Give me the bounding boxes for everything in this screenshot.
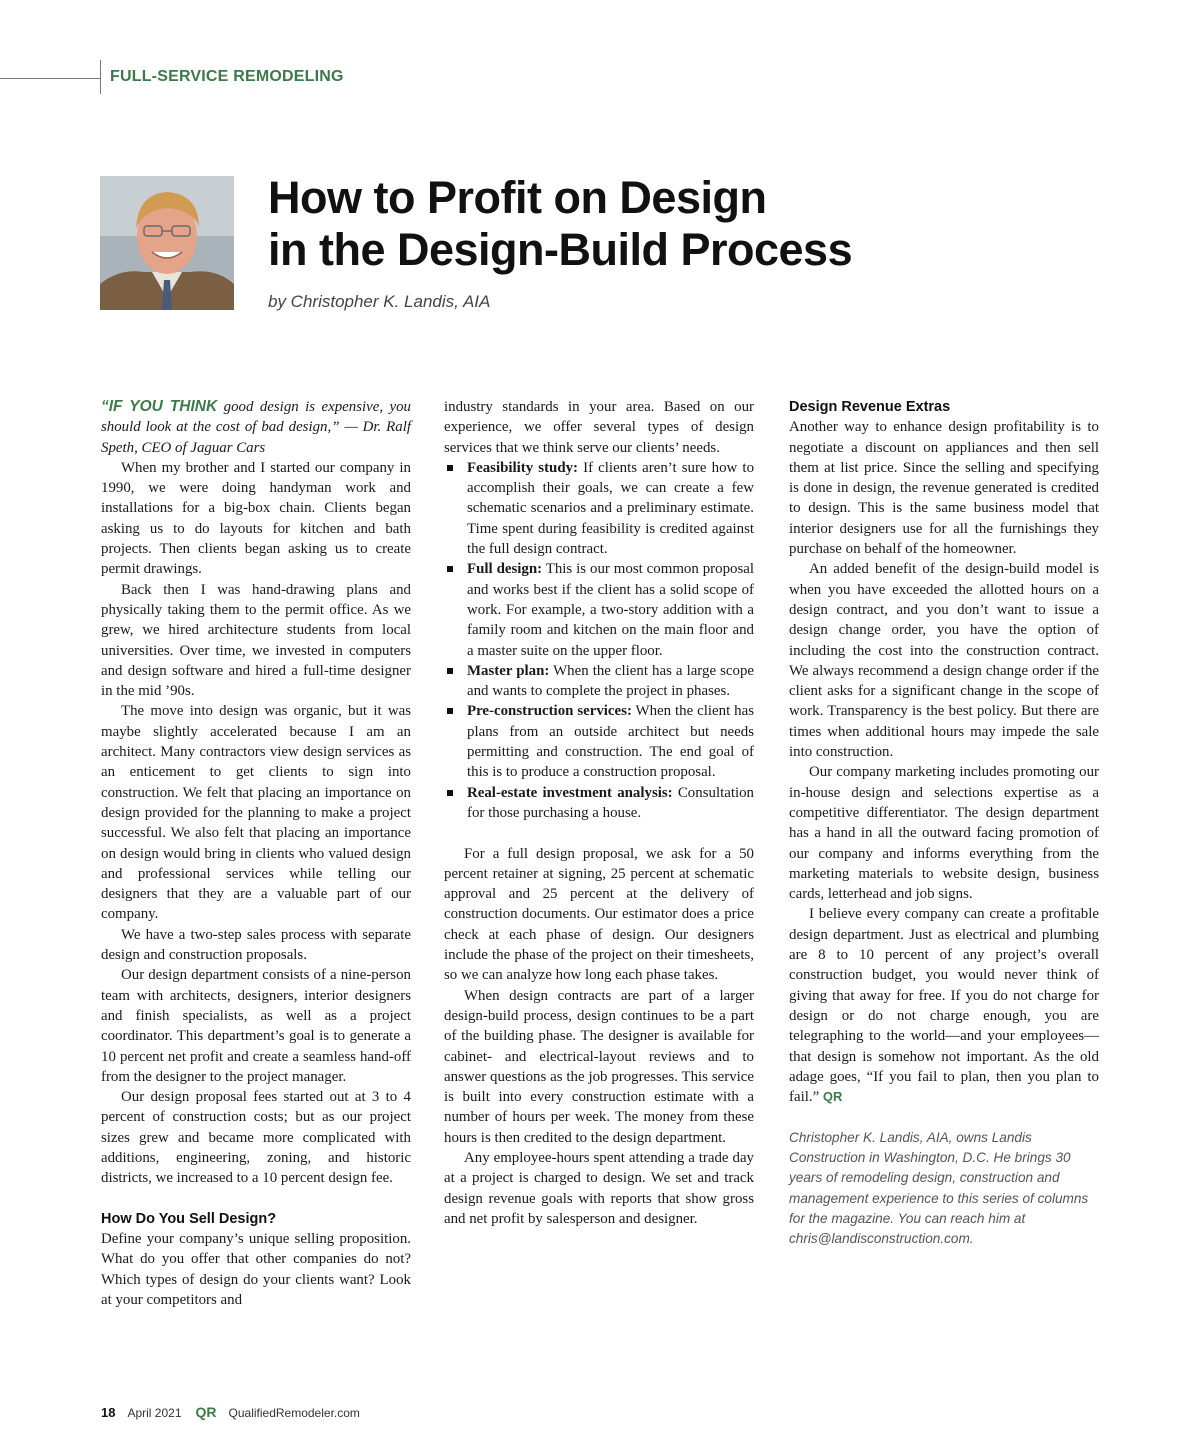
list-item-text: If clients aren’t sure how to accomplish their goals, we can create a few schematic scenarios and a preliminary estimate. Time spent during feasibility is credited against the full design contract. <box>467 459 755 558</box>
magazine-logo: QR <box>195 1404 217 1420</box>
author-photo <box>100 176 234 310</box>
paragraph: We have a two-step sales process with separate design and construction proposals. <box>101 926 411 964</box>
paragraph: When design contracts are part of a larger design-build process, design continues to be a part of the building phase. The designer is available for cabinet- and electrical-layout reviews and to answer questions as the job progresses. This service is built into every construction estimate with a number of hours per week. The money from these hours is then credited to the design department. <box>444 987 754 1146</box>
paragraph: Back then I was hand-drawing plans and physically taking them to the permit office. As we grew, we hired architecture students from local universities. Over time, we invested in computers and design software and hired a full-time designer in the mid ’90s. <box>101 581 411 700</box>
byline: by Christopher K. Landis, AIA <box>268 292 491 311</box>
square-bullet-icon <box>447 668 453 674</box>
list-item-text: This is our most common proposal and works best if the client has a solid scope of work. For example, a two-story addition with a family room and kitchen on the main floor and a master suite on the upper floor. <box>467 561 754 659</box>
page-number: 18 <box>101 1405 116 1420</box>
paragraph: Any employee-hours spent attending a trade day at a project is charged to design. We set and track design revenue goals with reports that show gross and net profit by salesperson and designer. <box>444 1149 754 1227</box>
list-item-text: Consultation for those purchasing a house. <box>467 784 754 821</box>
spacer <box>444 823 754 843</box>
section-label: FULL-SERVICE REMODELING <box>110 68 344 85</box>
paragraph: industry standards in your area. Based on our experience, we offer several types of design services that we think serve our clients’ needs. <box>444 399 754 456</box>
design-services-list <box>444 458 754 823</box>
list-item <box>444 701 754 782</box>
spacer <box>101 1189 411 1209</box>
paragraph: Define your company’s unique selling proposition. What do you offer that other companies do not? Which types of design do your clients want? Look at your competitors and <box>101 1231 411 1309</box>
header-rule-vertical <box>100 60 101 94</box>
square-bullet-icon <box>447 465 453 471</box>
website: QualifiedRemodeler.com <box>228 1406 360 1420</box>
issue-date: April 2021 <box>127 1406 182 1420</box>
article-title-line-2: in the Design-Build Process <box>268 224 853 275</box>
paragraph-text: I believe every company can create a profitable design department. Just as electrical and plumbing are 8 to 10 percent of any project’s overall construction budget, you would never think of giving that away for free. If you do not charge for design or do not charge enough, you are telegraphing to the world—and your employees—that design is somehow not important. As the old adage goes, “If you fail to plan, then you plan to fail.” <box>789 906 1099 1106</box>
paragraph: Our design proposal fees started out at 3 to 4 percent of construction costs; but as our project sizes grew and became more complicated with additions, engineering, zoning, and historic districts, we increased to a 10 percent design fee. <box>101 1089 411 1187</box>
paragraph: Our company marketing includes promoting our in-house design and selections expertise as a competitive differentiator. The design department has a hand in all the outward facing promotion of our company and informs everything from the marketing materials to website design, business cards, letterhead and job signs. <box>789 764 1099 903</box>
epigraph <box>101 397 411 458</box>
list-item <box>444 661 754 702</box>
list-item-term: Feasibility study: <box>467 459 579 476</box>
paragraph: Another way to enhance design profitability is to negotiate a discount on appliances and then sell them at list price. Since the selling and specifying is done in design, the revenue generated is credited to design. This is the same business model that interior designers use for all the furnishings they purchase on behalf of the homeowner. <box>789 419 1099 558</box>
article-column-3 <box>789 397 1099 1249</box>
list-item-term: Full design: <box>467 561 543 578</box>
paragraph: Our design department consists of a nine-person team with architects, designers, interior designers and finish specialists, as well as a project coordinator. This department’s goal is to generate a 10 percent net profit and create a seamless hand-off from the designer to the project manager. <box>101 967 411 1085</box>
author-bio: Christopher K. Landis, AIA, owns Landis Construction in Washington, D.C. He brings 30 years of remodeling design, construction and management experience to this series of columns for the magazine. You can reach him at chris@landisconstruction.com. <box>789 1129 1089 1247</box>
header-rule-horizontal <box>0 78 100 79</box>
subheading: Design Revenue Extras <box>789 399 951 415</box>
article-column-1 <box>101 397 411 1310</box>
article-title <box>268 172 968 276</box>
end-mark: QR <box>822 1089 843 1105</box>
page-footer <box>101 1404 360 1420</box>
list-item <box>444 559 754 660</box>
list-item-term: Pre-construction services: <box>467 703 632 720</box>
list-item <box>444 458 754 559</box>
list-item-text: When the client has plans from an outside architect but needs permitting and construction. The end goal of this is to produce a construction proposal. <box>467 703 754 781</box>
paragraph: For a full design proposal, we ask for a 50 percent retainer at signing, 25 percent at schematic approval and 25 percent at the delivery of construction documents. Our estimator does a price check at each phase of design. Our designers include the phase of the project on their timesheets, so we can analyze how long each phase takes. <box>444 845 754 984</box>
list-item-term: Real-estate investment analysis: <box>467 784 673 801</box>
epigraph-quote: good design is expensive, you should look at the cost of bad design,” — Dr. Ralf Speth, CEO of Jaguar Cars <box>101 399 411 456</box>
square-bullet-icon <box>447 708 453 714</box>
subheading: How Do You Sell Design? <box>101 1210 277 1227</box>
article-title-line-1: How to Profit on Design <box>268 172 767 223</box>
square-bullet-icon <box>447 790 453 796</box>
lead-in: “IF YOU THINK <box>101 398 218 415</box>
list-item <box>444 783 754 824</box>
article-column-2 <box>444 397 754 1229</box>
square-bullet-icon <box>447 566 453 572</box>
author-headshot-icon <box>100 176 234 310</box>
spacer <box>789 1107 1099 1127</box>
paragraph <box>789 904 1099 1107</box>
list-item-term: Master plan: <box>467 662 550 679</box>
paragraph: When my brother and I started our company in 1990, we were doing handyman work and installations for a big-box chain. Clients began asking us to do layouts for kitchen and bath projects. Then clients began asking us to create permit drawings. <box>101 459 411 578</box>
paragraph: An added benefit of the design-build model is when you have exceeded the allotted hours on a design contract, and you don’t want to issue a design change order, you have the option of including the cost into the construction contract. We always recommend a design change order if the client asks for a significant change in the scope of work. Transparency is the best policy. But there are times when additional hours may impede the sale into construction. <box>789 561 1099 761</box>
paragraph: The move into design was organic, but it was maybe slightly accelerated because I am an architect. Many contractors view design services as an enticement to get clients to sign into construction. We felt that placing an importance on design provided for the planning to make a project successful. We also felt that placing an importance on design would bring in clients who valued design and professional services while telling our designers that they are a valuable part of our company. <box>101 703 411 923</box>
list-item-text: When the client has a large scope and wants to complete the project in phases. <box>467 662 754 700</box>
